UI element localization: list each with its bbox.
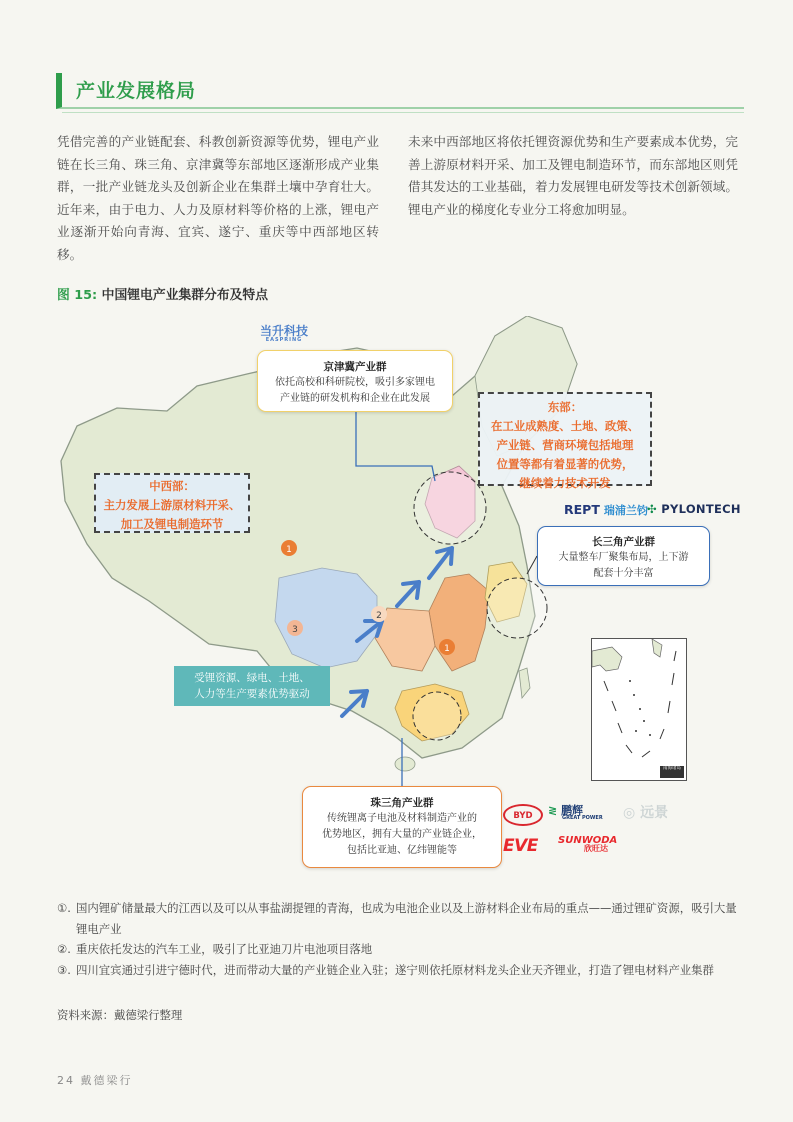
rept-logo-cn: 瑞浦兰钧 — [603, 504, 648, 517]
marker-sichuan-label: 3 — [292, 625, 298, 635]
drivers-note — [174, 666, 330, 706]
note-text: 四川宜宾通过引进宁德时代，进而带动大量的产业链企业入驻；遂宁则依托原材料龙头企业天齐锂业，打造了锂电材料产业集群 — [76, 962, 714, 977]
central-west-note-line2: 主力发展上游原材料开采、 — [103, 498, 241, 512]
footer-brand: 戴德梁行 — [80, 1074, 133, 1087]
drivers-note-line1: 受锂资源、绿电、土地、 — [194, 672, 310, 684]
pylontech-mark-icon: ✣ — [647, 502, 657, 516]
inset-coastline — [592, 647, 622, 671]
figure-number: 图 15: — [57, 288, 98, 303]
pylontech-logo-text: PYLONTECH — [661, 502, 741, 516]
cluster-circle-jjj — [414, 472, 486, 544]
yuanjing-logo — [623, 802, 668, 822]
central-west-note-line3: 加工及锂电制造环节 — [120, 517, 224, 531]
rept-logo — [564, 502, 648, 518]
cluster-circle-csj — [487, 578, 547, 638]
source-line: 资料来源：戴德梁行整理 — [57, 1008, 183, 1022]
callout-pearl-delta-line2: 优势地区，拥有大量的产业链企业， — [322, 829, 482, 840]
inset-graphic — [592, 639, 686, 780]
east-region-note-line5: 继续着力技术开发 — [519, 476, 611, 490]
sunwoda-logo-en: SUNWODA — [558, 835, 618, 846]
inset-islands — [629, 680, 651, 736]
hainan-island — [395, 757, 415, 771]
callout-pearl-delta — [302, 786, 502, 868]
header-rule — [62, 112, 744, 113]
page-footer — [57, 1072, 133, 1088]
south-china-sea-inset — [591, 638, 687, 781]
figure-title: 中国锂电产业集群分布及特点 — [101, 288, 269, 303]
marker-jiangxi-label: 1 — [444, 644, 450, 654]
greatpower-logo-cn: 鹏辉 — [561, 804, 584, 817]
marker-chongqing-label: 2 — [376, 611, 382, 621]
callout-yangtze-delta — [537, 526, 710, 586]
easpring-logo — [260, 322, 308, 343]
callout-pearl-delta-title: 珠三角产业群 — [370, 797, 434, 809]
note-item — [57, 960, 742, 981]
intro-left-paragraph: 凭借完善的产业链配套、科教创新资源等优势，锂电产业链在长三角、珠三角、京津冀等东部地区逐渐形成产业集群，一批产业链龙头及创新企业在集群土壤中孕育壮大。近年来，由于电力、人力及原材料等价格的上涨，锂电产业逐渐开始向青海、宜宾、遂宁、重庆等中西部地区转移。 — [57, 134, 379, 262]
rept-logo-en: REPT — [564, 502, 600, 517]
cluster-circle-zsj — [413, 692, 461, 740]
callout-yangtze-delta-line2: 配套十分丰富 — [593, 568, 654, 579]
eve-logo: EVE — [503, 836, 538, 856]
east-region-note — [478, 392, 652, 490]
note-number: ①. — [57, 901, 71, 915]
sunwoda-logo — [558, 835, 617, 854]
callout-pearl-delta-line3: 包括比亚迪、亿纬锂能等 — [347, 845, 457, 856]
callout-jingjinji-line2: 产业链的研发机构和企业在此发展 — [280, 393, 430, 404]
callout-jingjinji-line1: 依托高校和科研院校，吸引多家锂电 — [275, 377, 435, 388]
intro-right-paragraph: 未来中西部地区将依托锂资源优势和生产要素成本优势，完善上游原材料开采、加工及锂电制造环节，而东部地区则凭借其发达的工业基础，着力发展锂电研发等技术创新领域。锂电产业的梯度化专业分工将愈加明显。 — [408, 134, 738, 217]
callout-pearl-delta-line1: 传统锂离子电池及材料制造产业的 — [327, 813, 477, 824]
callout-jingjinji-title: 京津冀产业群 — [323, 361, 387, 373]
greatpower-mark-icon: ≷ — [548, 804, 558, 817]
east-region-note-line3: 产业链、营商环境包括地理 — [496, 438, 634, 452]
callout-yangtze-delta-title: 长三角产业群 — [592, 536, 655, 548]
note-item — [57, 898, 742, 939]
section-title: 产业发展格局 — [76, 80, 197, 102]
yuanjing-mark-icon: ◎ — [623, 805, 636, 821]
note-number: ②. — [57, 942, 71, 956]
note-text: 国内锂矿储量最大的江西以及可以从事盐湖提锂的青海，也成为电池企业以及上游材料企业布局的重点——通过锂矿资源，吸引大量锂电产业 — [76, 901, 737, 936]
connector-csj — [527, 556, 537, 574]
callout-jingjinji — [257, 350, 453, 412]
easpring-logo-cn: 当升科技 — [260, 324, 309, 338]
page-number: 24 — [57, 1074, 75, 1087]
figure-notes — [57, 898, 742, 980]
easpring-logo-en: EASPRING — [265, 337, 303, 343]
drivers-note-line2: 人力等生产要素优势驱动 — [194, 688, 310, 700]
pearl-delta-brand-logos — [503, 796, 693, 866]
sunwoda-logo-cn: 欣旺达 — [584, 844, 608, 853]
china-cluster-map — [57, 316, 747, 876]
section-header — [56, 73, 744, 109]
figure-caption — [57, 284, 268, 303]
byd-logo: BYD — [503, 804, 543, 826]
callout-yangtze-delta-line1: 大量整车厂聚集布局，上下游 — [558, 552, 689, 563]
note-text: 重庆依托发达的汽车工业，吸引了比亚迪刀片电池项目落地 — [76, 942, 373, 956]
marker-qinghai-label: 1 — [286, 545, 292, 555]
central-west-note-line1: 中西部： — [149, 479, 195, 493]
greatpower-logo — [548, 802, 603, 821]
inset-label: 南海诸岛 — [660, 766, 684, 778]
east-region-note-line4: 位置等都有着显著的优势， — [496, 457, 634, 471]
greatpower-logo-en: GREAT POWER — [562, 815, 603, 821]
yuanjing-logo-text: 远景 — [640, 805, 669, 821]
east-region-note-line1: 东部： — [547, 400, 583, 414]
central-west-note — [94, 473, 250, 533]
east-region-note-line2: 在工业成熟度、土地、政策、 — [490, 419, 640, 433]
taiwan-island — [519, 668, 530, 698]
note-number: ③. — [57, 962, 71, 977]
pylontech-logo — [647, 502, 741, 516]
note-item — [57, 939, 742, 960]
inset-coastline — [652, 639, 662, 657]
